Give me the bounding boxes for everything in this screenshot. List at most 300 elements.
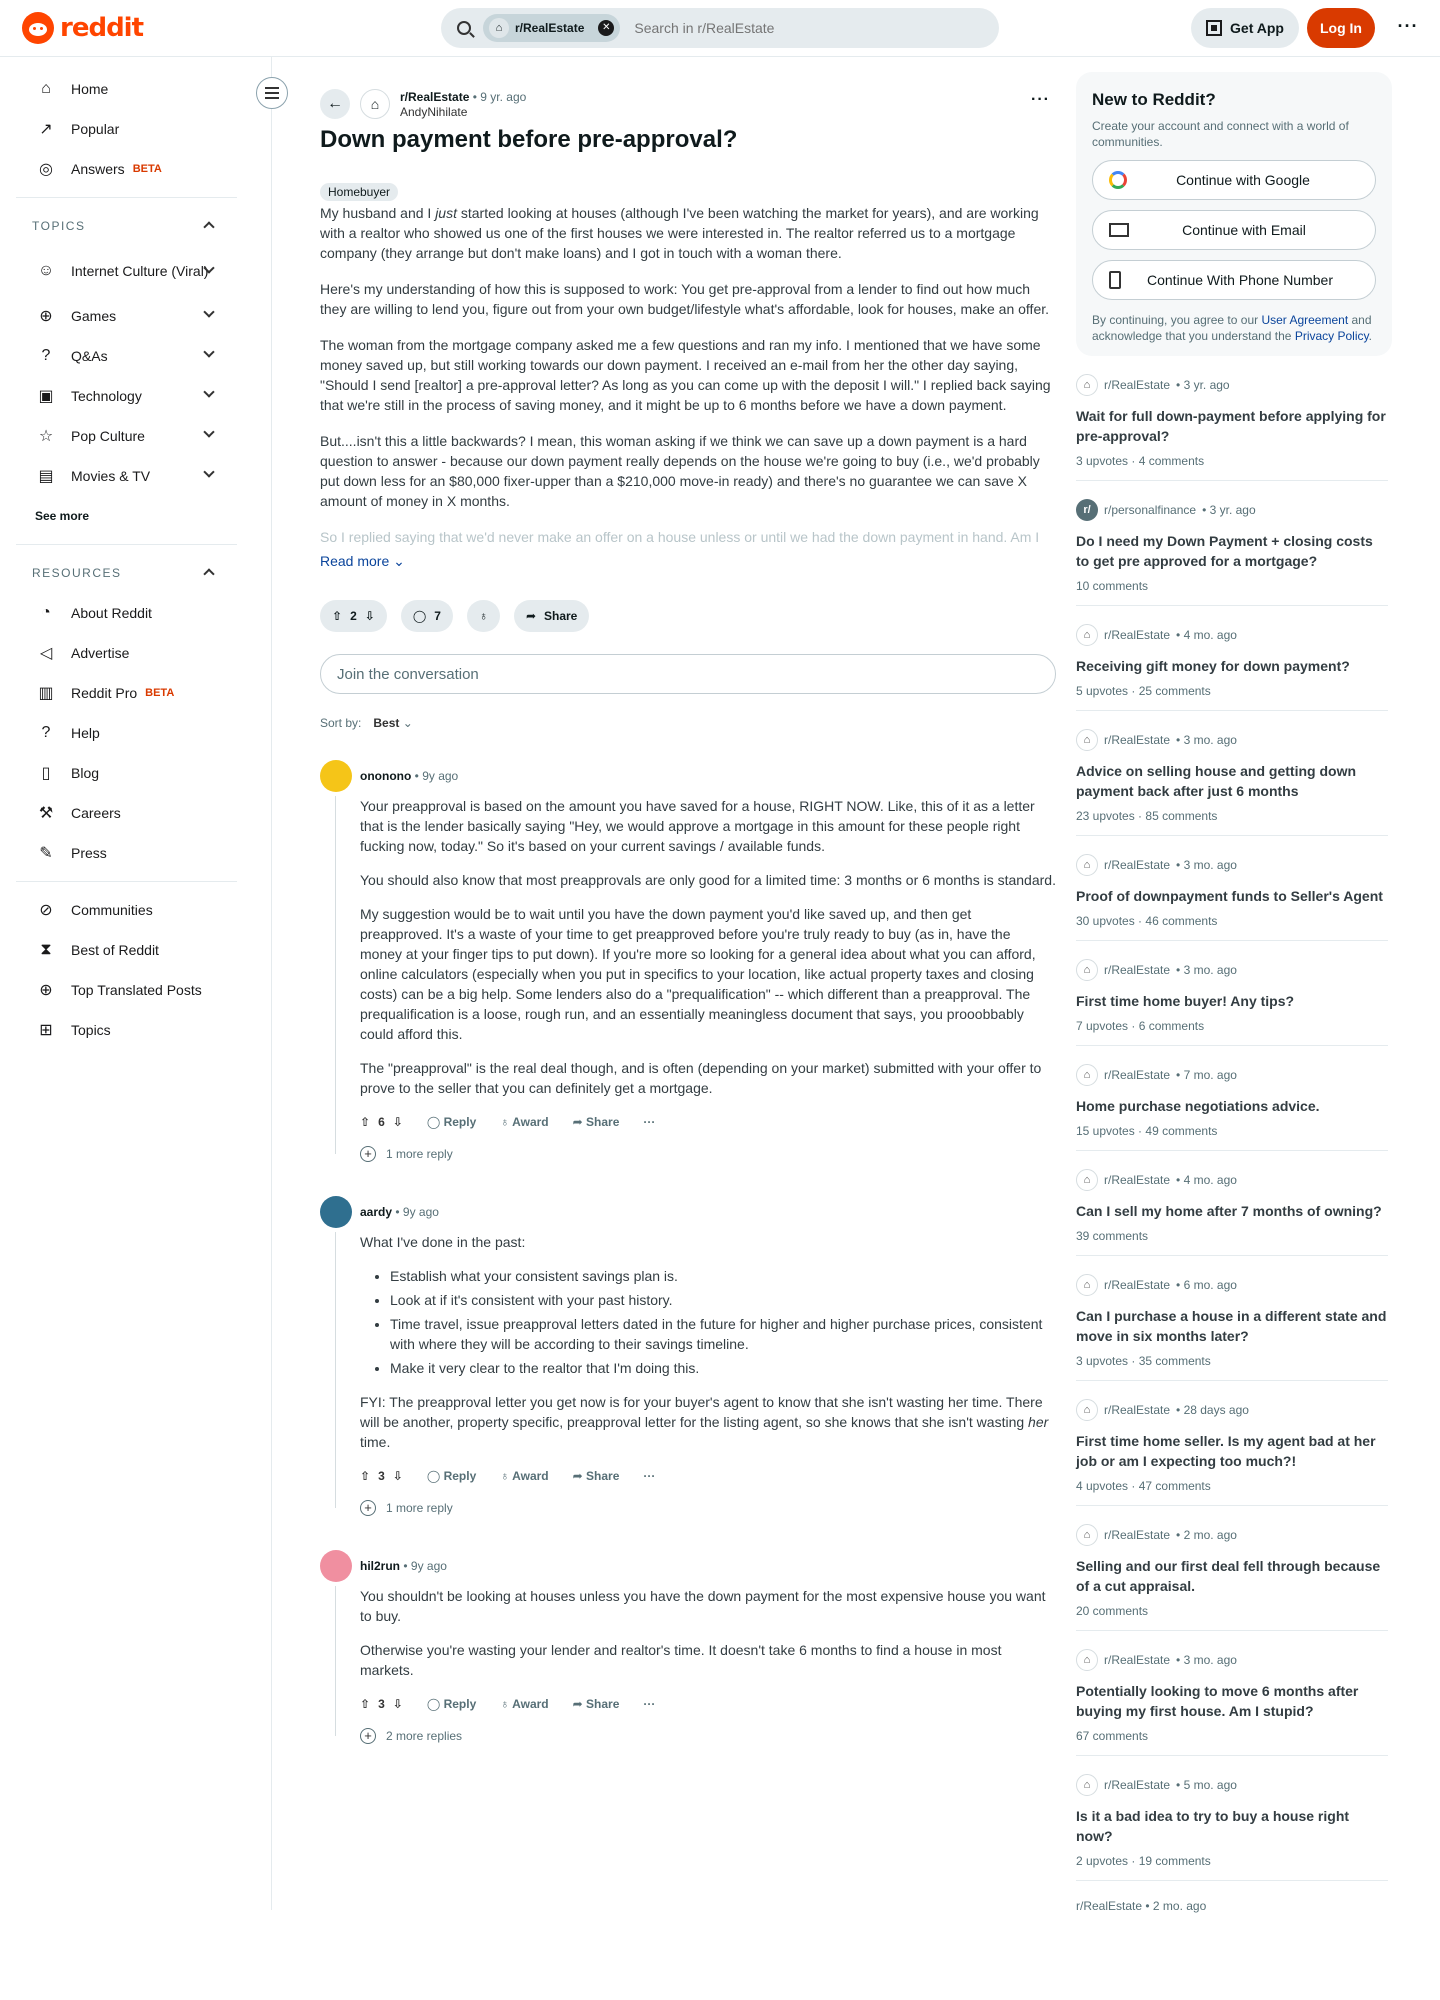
- related-title[interactable]: Can I purchase a house in a different state and move in six months later?: [1076, 1308, 1387, 1344]
- related-age: • 3 mo. ago: [1176, 733, 1237, 747]
- comment-actions: [360, 1464, 1056, 1488]
- continue-email-button[interactable]: [1092, 210, 1376, 250]
- award-icon: ♁: [478, 609, 488, 623]
- nav-answers-label: Answers: [71, 161, 125, 177]
- house-icon: ⌂: [1076, 959, 1098, 981]
- reply-label: Reply: [443, 1697, 477, 1711]
- home-icon: ⌂: [41, 80, 51, 97]
- related-comments: 47 comments: [1138, 1479, 1211, 1493]
- related-subreddit[interactable]: r/RealEstate: [1104, 1068, 1171, 1082]
- share-label: Share: [586, 1697, 620, 1711]
- see-more-link[interactable]: See more: [35, 509, 90, 523]
- related-age: • 3 mo. ago: [1176, 1653, 1237, 1667]
- comment-paragraph: What I've done in the past:: [360, 1234, 526, 1250]
- comment-author[interactable]: aardy: [360, 1205, 393, 1219]
- sort-label: Sort by:: [320, 716, 362, 730]
- award-button[interactable]: [500, 1115, 548, 1129]
- plus-circle-icon: +: [360, 1146, 376, 1162]
- related-age: • 5 mo. ago: [1176, 1778, 1237, 1792]
- subreddit-icon[interactable]: ⌂: [360, 89, 390, 119]
- share-arrow-icon: ➦: [525, 609, 536, 623]
- related-upvotes: 5 upvotes: [1076, 684, 1129, 698]
- related-post[interactable]: [1076, 1756, 1388, 1881]
- related-title[interactable]: Home purchase negotiations advice.: [1076, 1098, 1320, 1114]
- resource-press[interactable]: [0, 833, 271, 873]
- related-title[interactable]: Advice on selling house and getting down payment back after just 6 months: [1076, 763, 1357, 799]
- collapse-sidebar-button[interactable]: [256, 77, 288, 109]
- house-icon: ⌂: [1076, 1649, 1098, 1671]
- related-meta: [1076, 809, 1388, 823]
- related-post[interactable]: [1076, 1631, 1388, 1756]
- related-age: • 2 mo. ago: [1145, 1899, 1207, 1913]
- topic-label: Q&As: [71, 348, 108, 364]
- related-title[interactable]: First time home buyer! Any tips?: [1076, 993, 1295, 1009]
- google-label: Continue with Google: [1176, 172, 1310, 188]
- related-title[interactable]: Is it a bad idea to try to buy a house right now?: [1076, 1808, 1350, 1844]
- help-circle-icon: ?: [41, 724, 51, 741]
- related-subreddit[interactable]: r/RealEstate: [1104, 628, 1171, 642]
- post-paragraph-truncated: So I replied saying that we'd never make an offer on a house unless or until we had the down payment in hand. Am I: [320, 529, 1040, 545]
- google-icon: [1109, 171, 1127, 189]
- topic-label: Technology: [71, 388, 142, 404]
- related-title[interactable]: Selling and our first deal fell through because of a cut appraisal.: [1076, 1558, 1381, 1594]
- house-icon: ⌂: [1076, 1064, 1098, 1086]
- reply-icon: ◯: [426, 1115, 441, 1129]
- resource-advertise[interactable]: [0, 633, 271, 673]
- related-upvotes: 15 upvotes: [1076, 1124, 1135, 1138]
- sort-value[interactable]: Best: [373, 716, 400, 730]
- comment-age: • 9y ago: [395, 1205, 439, 1219]
- menu-icon-bar: [265, 87, 279, 89]
- resource-label: Help: [71, 725, 100, 741]
- comment-paragraph: Your preapproval is based on the amount you have saved for a house, RIGHT NOW. Like, this of it as a letter that is the lender basically saying "Hey, we would approve a mortgage in this amount for these people right fucking now, today." So it's based on your current savings / available funds.: [360, 798, 1035, 854]
- related-subreddit[interactable]: r/RealEstate: [1104, 963, 1171, 977]
- comment-paragraph: My suggestion would be to wait until you have the down payment you'd like saved up, and then get preapproved. It's a waste of your time to get preapproved before you're truly ready to buy (as in, have the money at your finger tips to put down). If you're more so looking for a general idea about what you can afford, online calculators (especially when you put in specifics to your location, like actual property taxes and closing costs) can be a big help. Some lenders also do a "prequalification" -- which different than a preapproval. The prequalification is a loose, rough run, and an essentially meaningless document that says, you prooobbably could afford this.: [360, 906, 1036, 1042]
- share-button[interactable]: [514, 600, 589, 632]
- award-icon: ♁: [500, 1469, 510, 1483]
- chevron-down-icon: [203, 306, 214, 317]
- nav-home[interactable]: [0, 69, 271, 109]
- related-comments: 19 comments: [1138, 1854, 1211, 1868]
- house-icon: ⌂: [1076, 854, 1098, 876]
- nav-label: Best of Reddit: [71, 942, 159, 958]
- beta-badge: BETA: [145, 687, 175, 699]
- related-meta: [1076, 1229, 1388, 1243]
- related-post-header: [1076, 1064, 1388, 1086]
- chevron-up-icon: [203, 568, 214, 579]
- topic-qas[interactable]: [0, 336, 271, 376]
- comment-bubble-icon: ◯: [412, 609, 427, 623]
- comment-author[interactable]: hil2run: [360, 1559, 401, 1573]
- menu-icon-bar: [265, 92, 279, 94]
- house-icon: ⌂: [1076, 1774, 1098, 1796]
- clapperboard-icon: ▤: [38, 468, 54, 485]
- thread-line[interactable]: [335, 1232, 336, 1508]
- related-post[interactable]: [1076, 481, 1388, 606]
- legal-text: and acknowledge that you understand the: [1092, 313, 1372, 343]
- topic-technology[interactable]: [0, 376, 271, 416]
- house-icon: ⌂: [1076, 1524, 1098, 1546]
- comment: [320, 1550, 1056, 1748]
- house-icon: ⌂: [1076, 1169, 1098, 1191]
- comment-age: • 9y ago: [414, 769, 459, 783]
- related-subreddit[interactable]: r/RealEstate: [1104, 733, 1171, 747]
- resource-label: Press: [71, 845, 107, 861]
- search-input[interactable]: [634, 20, 934, 36]
- comment-vote: [360, 1697, 403, 1711]
- plus-circle-icon: +: [360, 1728, 376, 1744]
- nav-popular[interactable]: [0, 109, 271, 149]
- award-button[interactable]: [500, 1697, 548, 1711]
- avatar[interactable]: [320, 760, 352, 792]
- related-post[interactable]: [1076, 711, 1388, 836]
- related-comments: 35 comments: [1138, 1354, 1211, 1368]
- mail-icon: [1109, 223, 1129, 237]
- vote-pill: [320, 600, 387, 632]
- downvote-icon[interactable]: ⇩: [392, 1697, 403, 1711]
- resource-reddit-pro[interactable]: [0, 673, 271, 713]
- related-post-header: [1076, 1649, 1388, 1671]
- resource-label: Blog: [71, 765, 100, 781]
- related-subreddit[interactable]: r/RealEstate: [1104, 1778, 1171, 1792]
- reply-button[interactable]: [427, 1697, 476, 1711]
- sidebar-divider: [16, 197, 237, 198]
- sidebar-divider: [16, 881, 237, 882]
- related-post-header: [1076, 1524, 1388, 1546]
- reply-label: Reply: [443, 1115, 477, 1129]
- chevron-down-icon: ⌄: [393, 553, 405, 569]
- related-meta: [1076, 684, 1388, 698]
- more-replies-label: 2 more replies: [386, 1729, 463, 1743]
- related-upvotes: 3 upvotes: [1076, 1354, 1129, 1368]
- comment-overflow-icon[interactable]: ···: [643, 1115, 656, 1129]
- thread-line[interactable]: [335, 796, 336, 1154]
- share-button[interactable]: [573, 1115, 620, 1129]
- comment-list: [390, 1266, 1056, 1378]
- read-more-label: Read more: [320, 553, 390, 569]
- question-bubble-icon: ?: [41, 347, 51, 364]
- beta-badge: BETA: [132, 163, 162, 175]
- related-posts: [1076, 356, 1392, 1881]
- left-sidebar: [0, 57, 272, 1910]
- award-button[interactable]: [500, 1469, 548, 1483]
- topics-title: TOPICS: [32, 219, 86, 233]
- related-subreddit[interactable]: r/RealEstate: [1104, 1653, 1171, 1667]
- topic-label: Pop Culture: [71, 428, 145, 444]
- nav-topics[interactable]: [0, 1010, 271, 1050]
- more-options-icon[interactable]: ···: [1397, 16, 1419, 36]
- related-age: • 3 yr. ago: [1176, 378, 1230, 392]
- comment-author[interactable]: ononono: [360, 769, 412, 783]
- comment-text-emphasis: her: [1028, 1414, 1049, 1430]
- resource-label: Advertise: [71, 645, 130, 661]
- comment-count: 7: [434, 609, 441, 623]
- related-subreddit[interactable]: r/personalfinance: [1104, 503, 1197, 517]
- related-post-header: [1076, 1169, 1388, 1191]
- clear-chip-icon[interactable]: ✕: [598, 20, 614, 36]
- house-icon: ⌂: [1076, 374, 1098, 396]
- more-replies-label: 1 more reply: [386, 1501, 453, 1515]
- promo-title: New to Reddit?: [1092, 90, 1216, 109]
- comment-vote: [360, 1469, 403, 1483]
- related-age: • 2 mo. ago: [1176, 1528, 1237, 1542]
- post-paragraph: But....isn't this a little backwards? I mean, this woman asking if we think we can save up a down payment is a hard question to answer - because our down payment really depends on the house we're going to buy (i.e., we'd probably put down less for an $80,000 fixer-upper than a $210,000 move-in ready) and there's no guarantee we can save X amount of money in X months.: [320, 433, 1040, 509]
- legal-text: By continuing, you agree to our: [1092, 313, 1262, 327]
- separator-dot: ·: [1128, 1019, 1139, 1033]
- related-meta: [1076, 914, 1388, 928]
- topics-section-header[interactable]: [0, 206, 271, 246]
- more-replies-link[interactable]: [360, 1142, 1056, 1166]
- topic-internet-culture[interactable]: [0, 246, 271, 296]
- list-item: • Make it very clear to the realtor that I'm doing this.: [390, 1358, 1056, 1378]
- phone-icon: [1109, 271, 1121, 289]
- back-arrow-icon[interactable]: ←: [320, 89, 350, 119]
- house-icon: ⌂: [1076, 1399, 1098, 1421]
- more-replies-label: 1 more reply: [386, 1147, 453, 1161]
- downvote-icon[interactable]: ⇩: [392, 1469, 403, 1483]
- resource-help[interactable]: [0, 713, 271, 753]
- answers-icon: ◎: [39, 161, 53, 178]
- related-post[interactable]: [1076, 1151, 1388, 1256]
- avatar[interactable]: [320, 1550, 352, 1582]
- separator-dot: ·: [1128, 454, 1139, 468]
- gamepad-icon: ⊕: [39, 308, 53, 325]
- comment-vote-count: 3: [378, 1469, 385, 1483]
- related-title[interactable]: First time home seller. Is my agent bad at her job or am I expecting too much?!: [1076, 1433, 1376, 1469]
- search-bar[interactable]: [441, 8, 999, 48]
- comment-vote-count: 6: [378, 1115, 385, 1129]
- share-arrow-icon: ➦: [572, 1469, 583, 1483]
- comment-header: [360, 1196, 1056, 1228]
- nav-answers[interactable]: [0, 149, 271, 189]
- avatar[interactable]: [320, 1196, 352, 1228]
- related-post-header: [1076, 374, 1388, 396]
- separator-dot: ·: [1134, 809, 1146, 823]
- share-label: Share: [586, 1469, 620, 1483]
- resources-title: RESOURCES: [32, 566, 122, 580]
- related-meta: [1076, 1604, 1388, 1618]
- bar-chart-icon: ▥: [38, 685, 54, 702]
- upvote-icon[interactable]: ⇧: [332, 609, 343, 623]
- related-upvotes: 23 upvotes: [1076, 809, 1135, 823]
- upvote-icon[interactable]: ⇧: [360, 1469, 371, 1483]
- comment-body: [360, 796, 1056, 1098]
- related-meta: [1076, 1854, 1388, 1868]
- continue-phone-button[interactable]: [1092, 260, 1376, 300]
- nav-label: Communities: [71, 902, 153, 918]
- topic-movies-tv[interactable]: [0, 456, 271, 496]
- related-post-header: [1076, 1274, 1388, 1296]
- comment-paragraph: The "preapproval" is the real deal though, and is often (depending on your market) submitted with your offer to prove to the seller that you can definitely get a mortgage.: [360, 1060, 1042, 1096]
- post-text: started looking at houses (although I've been watching the market for years), and are working with a realtor who showed us one of the first houses we were interested in. The realtor referred us to a mortgage company (they arrange but don't make loans) and I got in touch with a woman there.: [320, 205, 1039, 261]
- related-post[interactable]: [1076, 356, 1388, 481]
- related-post-header: [1076, 854, 1388, 876]
- award-label: Award: [512, 1115, 549, 1129]
- related-comments: 20 comments: [1076, 1604, 1149, 1618]
- subreddit-link[interactable]: [400, 90, 526, 104]
- downvote-icon[interactable]: ⇩: [392, 1115, 403, 1129]
- resource-careers[interactable]: [0, 793, 271, 833]
- nav-label: Topics: [71, 1022, 111, 1038]
- comment-paragraph: [360, 1392, 1056, 1452]
- related-meta: [1076, 1479, 1388, 1493]
- related-subreddit[interactable]: r/RealEstate: [1076, 1899, 1143, 1913]
- post-overflow-icon[interactable]: ···: [1031, 91, 1050, 108]
- reddit-logo[interactable]: reddit: [22, 12, 143, 44]
- related-subreddit[interactable]: r/RealEstate: [1104, 1278, 1171, 1292]
- comments-button[interactable]: [401, 600, 453, 632]
- downvote-icon[interactable]: ⇩: [364, 609, 375, 623]
- comment-age: • 9y ago: [403, 1559, 447, 1573]
- related-age: • 6 mo. ago: [1176, 1278, 1237, 1292]
- related-post-partial[interactable]: [1076, 1881, 1392, 1913]
- resource-label: Reddit Pro: [71, 685, 138, 701]
- search-icon: [457, 21, 471, 35]
- related-title[interactable]: Do I need my Down Payment + closing costs to get pre approved for a mortgage?: [1076, 533, 1373, 569]
- comment: [320, 760, 1056, 1166]
- separator-dot: ·: [1128, 1854, 1139, 1868]
- upvote-icon[interactable]: ⇧: [360, 1115, 371, 1129]
- internet-culture-icon: ☺: [37, 262, 55, 279]
- continue-google-button[interactable]: [1092, 160, 1376, 200]
- hourglass-icon: ⧗: [40, 941, 52, 958]
- post-paragraph: [320, 203, 1056, 263]
- menu-icon-bar: [265, 97, 279, 99]
- nav-top-translated[interactable]: [0, 970, 271, 1010]
- related-meta: [1076, 579, 1388, 593]
- join-conversation-input[interactable]: Join the conversation: [320, 654, 1056, 694]
- related-meta: [1076, 1019, 1388, 1033]
- vote-count: 2: [350, 609, 357, 623]
- reply-button[interactable]: [427, 1115, 476, 1129]
- house-icon: ⌂: [1076, 1274, 1098, 1296]
- top-header: [0, 0, 1440, 57]
- post-actions: [320, 600, 1056, 632]
- related-title[interactable]: Wait for full down-payment before applying for pre-approval?: [1076, 408, 1386, 444]
- sort-control[interactable]: [320, 716, 1056, 730]
- related-comments: 49 comments: [1145, 1124, 1218, 1138]
- comment-text: FYI: The preapproval letter you get now is for your buyer's agent to know that she isn't wasting her time. There will be another, property specific, preapproval letter for the listing agent, so she knows that she isn't wasting: [360, 1394, 1043, 1430]
- related-subreddit[interactable]: r/RealEstate: [1104, 378, 1171, 392]
- plus-circle-icon: +: [360, 1500, 376, 1516]
- related-post[interactable]: [1076, 941, 1388, 1046]
- share-button[interactable]: [573, 1697, 620, 1711]
- pen-icon: ✎: [39, 845, 53, 862]
- share-arrow-icon: ➦: [572, 1115, 583, 1129]
- subreddit-search-chip[interactable]: [483, 14, 620, 42]
- related-age: • 4 mo. ago: [1176, 628, 1237, 642]
- related-title[interactable]: Potentially looking to move 6 months after buying my first house. Am I stupid?: [1076, 1683, 1359, 1719]
- separator-dot: ·: [1128, 684, 1139, 698]
- topic-pop-culture[interactable]: [0, 416, 271, 456]
- post-author[interactable]: AndyNihilate: [400, 105, 468, 119]
- resource-blog[interactable]: [0, 753, 271, 793]
- get-app-button[interactable]: [1191, 8, 1299, 48]
- chip-icon: ▣: [38, 388, 54, 405]
- comment-overflow-icon[interactable]: ···: [643, 1697, 656, 1711]
- more-replies-link[interactable]: [360, 1496, 1056, 1520]
- related-age: • 28 days ago: [1176, 1403, 1249, 1417]
- related-subreddit[interactable]: r/RealEstate: [1104, 858, 1171, 872]
- related-upvotes: 2 upvotes: [1076, 1854, 1129, 1868]
- award-label: Award: [512, 1469, 549, 1483]
- share-button[interactable]: [573, 1469, 620, 1483]
- read-more-link[interactable]: [320, 553, 405, 570]
- comment-paragraph: Otherwise you're wasting your lender and realtor's time. It doesn't take 6 months to find a house in most markets.: [360, 1642, 1002, 1678]
- related-post[interactable]: [1076, 836, 1388, 941]
- upvote-icon[interactable]: ⇧: [360, 1697, 371, 1711]
- comment-paragraph: You should also know that most preapprovals are only good for a limited time: 3 months or 6 months is standard.: [360, 872, 1056, 888]
- comment-body: [360, 1232, 1056, 1452]
- topic-label: Games: [71, 308, 117, 324]
- resource-label: About Reddit: [71, 605, 152, 621]
- related-post[interactable]: [1076, 1506, 1388, 1631]
- related-subreddit[interactable]: r/RealEstate: [1104, 1528, 1171, 1542]
- related-title[interactable]: Proof of downpayment funds to Seller's Agent: [1076, 888, 1383, 904]
- login-button[interactable]: Log In: [1307, 8, 1375, 48]
- nav-communities[interactable]: [0, 890, 271, 930]
- thread-line[interactable]: [335, 1586, 336, 1736]
- chevron-down-icon: [203, 426, 214, 437]
- privacy-policy-link[interactable]: Privacy Policy: [1294, 329, 1369, 343]
- post-flair[interactable]: Homebuyer: [320, 183, 398, 201]
- related-meta: [1076, 1124, 1388, 1138]
- topic-games[interactable]: [0, 296, 271, 336]
- subreddit-name[interactable]: r/RealEstate: [400, 90, 470, 104]
- award-button[interactable]: [467, 600, 500, 632]
- chevron-down-icon: [203, 346, 214, 357]
- comment-actions: [360, 1110, 1056, 1134]
- more-replies-link[interactable]: [360, 1724, 1056, 1748]
- related-post[interactable]: [1076, 1381, 1388, 1506]
- legal-text: .: [1368, 329, 1372, 343]
- related-title[interactable]: Can I sell my home after 7 months of owning?: [1076, 1203, 1382, 1219]
- reddit-r-icon: r/: [1076, 499, 1098, 521]
- list-item: • Look at if it's consistent with your past history.: [390, 1290, 1056, 1310]
- related-post-header: [1076, 959, 1388, 981]
- reply-button[interactable]: [427, 1469, 476, 1483]
- right-sidebar: [1076, 72, 1392, 1913]
- related-age: • 3 mo. ago: [1176, 963, 1237, 977]
- award-icon: ♁: [500, 1115, 510, 1129]
- resource-about-reddit[interactable]: [0, 593, 271, 633]
- nav-best-of-reddit[interactable]: [0, 930, 271, 970]
- related-post[interactable]: [1076, 606, 1388, 711]
- wrench-icon: ⚒: [38, 805, 54, 822]
- comment-overflow-icon[interactable]: ···: [643, 1469, 656, 1483]
- separator-dot: ·: [1134, 1124, 1146, 1138]
- related-age: • 3 yr. ago: [1202, 503, 1256, 517]
- related-comments: 25 comments: [1138, 684, 1211, 698]
- separator-dot: ·: [1134, 914, 1146, 928]
- book-icon: ▯: [41, 765, 51, 782]
- related-post[interactable]: [1076, 1256, 1388, 1381]
- related-post[interactable]: [1076, 1046, 1388, 1151]
- post-body: [320, 203, 1056, 547]
- post-age: • 9 yr. ago: [472, 90, 527, 104]
- share-label: Share: [544, 609, 578, 623]
- related-subreddit[interactable]: r/RealEstate: [1104, 1403, 1171, 1417]
- reply-icon: ◯: [426, 1469, 441, 1483]
- post-text: My husband and I: [320, 205, 436, 221]
- communities-icon: ⊘: [39, 902, 53, 919]
- topic-label: Internet Culture (Viral): [71, 263, 209, 279]
- share-label: Share: [586, 1115, 620, 1129]
- user-agreement-link[interactable]: User Agreement: [1261, 313, 1349, 327]
- resources-section-header[interactable]: [0, 553, 271, 593]
- related-subreddit[interactable]: r/RealEstate: [1104, 1173, 1171, 1187]
- related-title[interactable]: Receiving gift money for down payment?: [1076, 658, 1350, 674]
